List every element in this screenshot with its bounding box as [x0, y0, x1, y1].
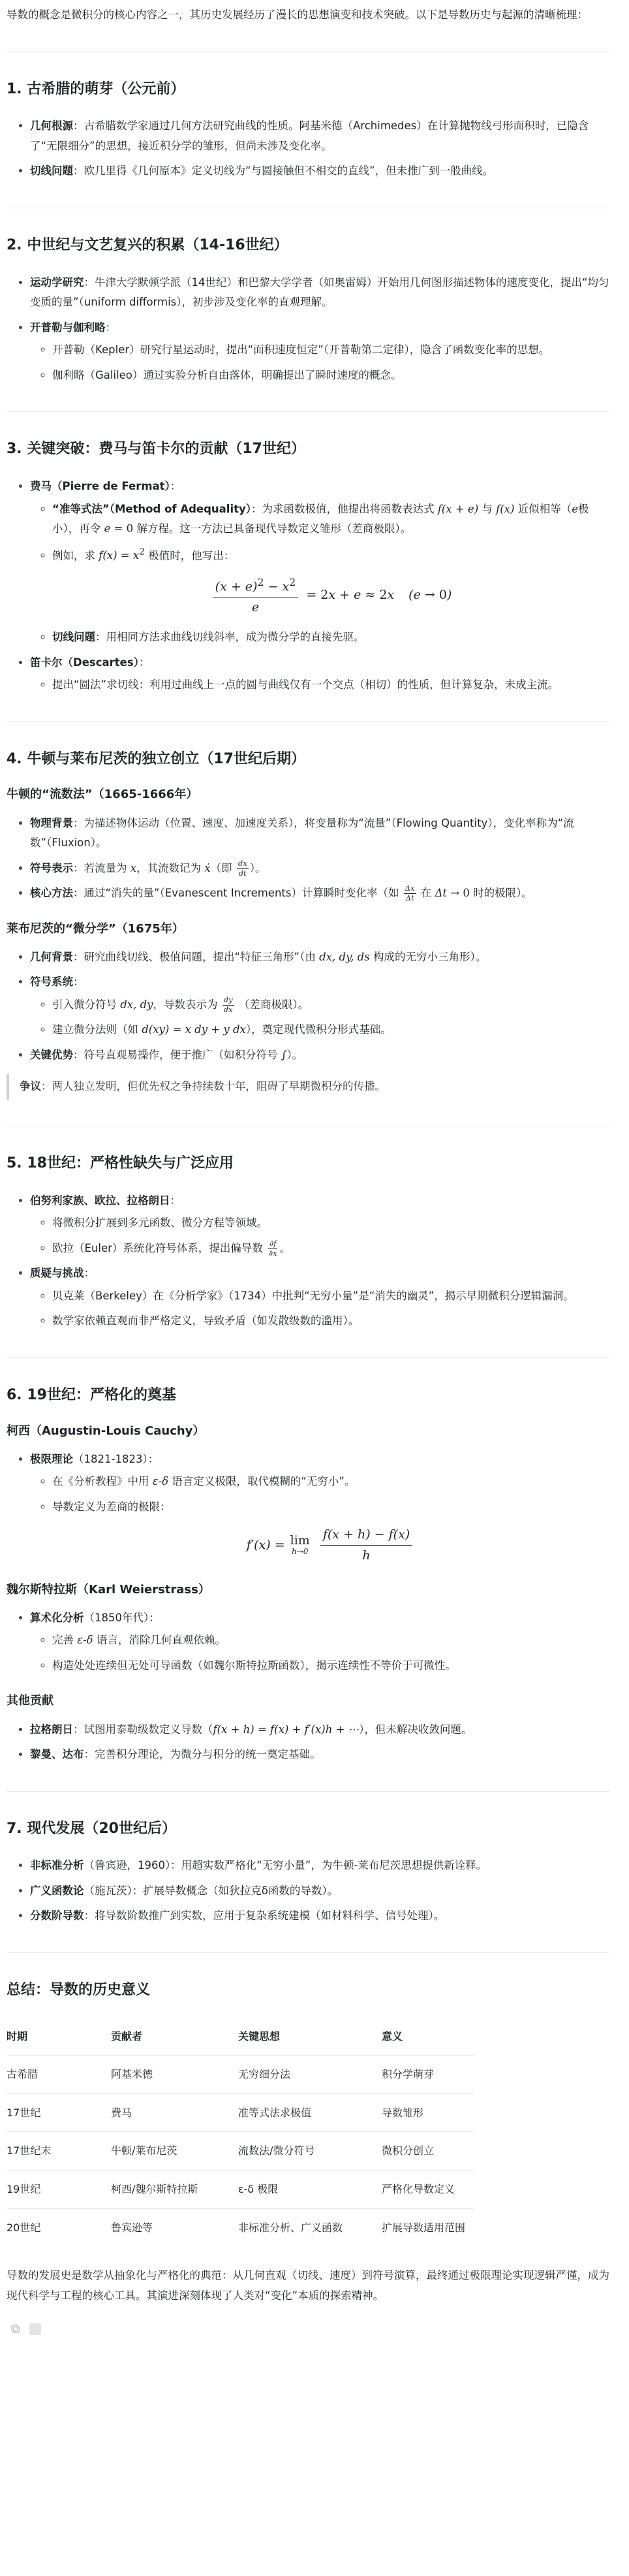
- sub-list-item: ◦ 提出“圆法”求切线：利用过曲线上一点的圆与曲线仅有一个交点（相切）的性质，但计算复杂，未成主流。: [52, 675, 609, 695]
- item-label: 分数阶导数: [30, 1909, 84, 1922]
- table-cell: 古希腊: [7, 2056, 111, 2094]
- summary-title: 总结：导数的历史意义: [7, 1981, 151, 1998]
- divider: [7, 411, 609, 412]
- item-text: ：: [105, 321, 116, 334]
- sub-list-item: ◦ 将微积分扩展到多元函数、微分方程等领域。: [52, 1213, 609, 1233]
- subsection-title-other: 其他贡献: [7, 1694, 54, 1708]
- math-expression: ε-δ: [152, 1475, 169, 1488]
- sub-list-item: ◦ 例如，求 $f(x) = x^2$ 极值时，他写出： $\frac{(x + e)^2 - x^2}{e}$ = 2x + e ≈ 2x (e → 0): [52, 545, 609, 616]
- list-item: [30, 116, 609, 156]
- math-expression: $\frac{\Delta x}{\Delta t}$: [405, 883, 415, 903]
- item-label: 算术化分析: [30, 1611, 84, 1624]
- table-cell: 严格化导数定义: [382, 2171, 474, 2209]
- copy-icon[interactable]: [9, 2323, 22, 2336]
- section-title-7: 7. 现代发展（20世纪后）: [7, 1820, 176, 1837]
- math-expression: $f(x) = x^2$: [99, 547, 145, 562]
- math-expression: ε-δ: [77, 1634, 93, 1647]
- section-2-list: [7, 273, 609, 386]
- newton-list: [7, 814, 609, 904]
- list-item: • 质疑与挑战： ◦ 贝克莱（Berkeley）在《分析学家》（1734）中批判“无穷小量”是“消失的幽灵”，揭示早期微积分逻辑漏洞。 ◦ 数学家依赖直观而非严格定义，导致矛盾（如发散级数的滥用）。: [30, 1264, 609, 1331]
- table-cell: 柯西/魏尔斯特拉斯: [111, 2171, 238, 2209]
- list-item: [30, 318, 609, 386]
- table-header: 贡献者: [111, 2029, 143, 2043]
- section-title-1: 1. 古希腊的萌芽（公元前）: [7, 80, 185, 97]
- item-label: 运动学研究: [30, 276, 84, 289]
- table-cell: 17世纪末: [7, 2132, 111, 2171]
- divider: [7, 1791, 609, 1792]
- math-expression: x: [130, 861, 137, 874]
- table-cell: 扩展导数适用范围: [382, 2208, 474, 2246]
- section-5-list: [7, 1191, 609, 1331]
- list-item: • 符号表示：若流量为 x，其流数记为 ẋ（即 $\frac{dx}{dt}$ ）。: [30, 859, 609, 879]
- table-row: [7, 2208, 474, 2246]
- sub-list-item: ◦ 伽利略（Galileo）通过实验分析自由落体，明确提出了瞬时速度的概念。: [52, 366, 609, 386]
- list-item: • 广义函数论（施瓦茨）：扩展导数概念（如狄拉克δ函数的导数）。: [30, 1881, 609, 1901]
- conclusion-paragraph: 导数的发展史是数学从抽象化与严格化的典范：从几何直观（切线、速度）到符号演算，最终通过极限理论实现逻辑严谨，成为现代科学与工程的核心工具。其演进深刻体现了人类对“变化”本质的探索精神。: [7, 2269, 609, 2302]
- dispute-quote: 争议：两人独立发明，但优先权之争持续数十年，阻碍了早期微积分的传播。: [7, 1074, 609, 1100]
- list-item: • 符号系统： ◦ 引入微分符号 dx, dy，导数表示为 $\frac{dy}{dx}$ （差商极限）。 ◦ 建立微分法则（如 d(xy) = x dy + y dx），奠定现代微积分形式基础。: [30, 972, 609, 1040]
- table-cell: 无穷细分法: [238, 2056, 382, 2094]
- item-label: 非标准分析: [30, 1859, 84, 1872]
- subsection-title-newton: 牛顿的“流数法”（1665-1666年）: [7, 787, 198, 802]
- sub-list-item: ◦ 构造处处连续但无处可导函数（如魏尔斯特拉斯函数），揭示连续性不等价于可微性。: [52, 1656, 609, 1676]
- item-label: 切线问题: [52, 631, 95, 644]
- other-list: [7, 1720, 609, 1765]
- table-cell: 非标准分析、广义函数: [238, 2208, 382, 2246]
- item-label: 广义函数论: [30, 1884, 84, 1897]
- item-text: ：欧几里得《几何原本》定义切线为“与圆接触但不相交的直线”，但未推广到一般曲线。: [73, 165, 494, 178]
- divider: [7, 1952, 609, 1953]
- section-7-list: [7, 1856, 609, 1926]
- section-title-5: 5. 18世纪：严格性缺失与广泛应用: [7, 1154, 234, 1171]
- item-label: 拉格朗日: [30, 1723, 73, 1736]
- table-cell: 微积分创立: [382, 2132, 474, 2171]
- section-3-list: [7, 477, 609, 695]
- table-header: 关键思想: [238, 2029, 281, 2043]
- list-item: • 核心方法：通过“消失的量”（Evanescent Increments）计算瞬时变化率（如 $\frac{\Delta x}{\Delta t}$ 在 Δt → 0 时的极限）。: [30, 883, 609, 904]
- math-expression: dx, dy, ds: [319, 950, 370, 963]
- sub-list-item: ◦ 建立微分法则（如 d(xy) = x dy + y dx），奠定现代微积分形式基础。: [52, 1020, 609, 1040]
- table-header: 时期: [7, 2029, 28, 2043]
- message-action-bar: [7, 2323, 609, 2336]
- item-label: 伯努利家族、欧拉、拉格朗日: [30, 1194, 170, 1207]
- item-label: 笛卡尔（Descartes）: [30, 656, 139, 669]
- weierstrass-list: [7, 1608, 609, 1676]
- item-label: 切线问题: [30, 165, 73, 178]
- section-1-list: [7, 116, 609, 182]
- item-label: 开普勒与伽利略: [30, 321, 106, 334]
- math-expression: e: [572, 502, 578, 515]
- table-cell: 费马: [111, 2093, 238, 2132]
- math-expression: ẋ: [204, 861, 211, 874]
- sub-list-item: ◦ 完善 ε-δ 语言，消除几何直观依赖。: [52, 1630, 609, 1651]
- list-item: • 极限理论（1821-1823）： ◦ 在《分析教程》中用 ε-δ 语言定义极限，取代模糊的“无穷小”。 ◦ 导数定义为差商的极限： f′(x) = lim h→0 $\frac{f(x + h) - f(x)}{h}$: [30, 1450, 609, 1565]
- math-expression: f(x + h) = f(x) + f′(x)h + ⋯: [213, 1723, 360, 1736]
- table-cell: 17世纪: [7, 2093, 111, 2132]
- sub-list-item: ◦ 开普勒（Kepler）研究行星运动时，提出“面积速度恒定”（开普勒第二定律），隐含了函数变化率的思想。: [52, 340, 609, 360]
- table-cell: 20世纪: [7, 2208, 111, 2246]
- table-cell: ε-δ 极限: [238, 2171, 382, 2209]
- math-expression: f(x): [496, 502, 515, 515]
- table-cell: 19世纪: [7, 2171, 111, 2209]
- math-expression: ∫: [281, 1048, 287, 1061]
- sub-list-item: ◦ 贝克莱（Berkeley）在《分析学家》（1734）中批判“无穷小量”是“消失的幽灵”，揭示早期微积分逻辑漏洞。: [52, 1286, 609, 1307]
- list-item: • 拉格朗日：试图用泰勒级数定义导数（f(x + h) = f(x) + f′(x)h + ⋯），但未解决收敛问题。: [30, 1720, 609, 1740]
- sub-list-item: ◦ 导数定义为差商的极限： f′(x) = lim h→0 $\frac{f(x + h) - f(x)}{h}$: [52, 1497, 609, 1565]
- table-row: [7, 2056, 474, 2094]
- table-header-row: [7, 2018, 474, 2056]
- table-row: [7, 2132, 474, 2171]
- sub-list-item: ◦ 在《分析教程》中用 ε-δ 语言定义极限，取代模糊的“无穷小”。: [52, 1472, 609, 1492]
- list-item: • 分数阶导数：将导数阶数推广到实数，应用于复杂系统建模（如材料科学、信号处理）。: [30, 1906, 609, 1926]
- item-label: 关键优势: [30, 1048, 73, 1061]
- table-cell: 积分学萌芽: [382, 2056, 474, 2094]
- math-expression: d(xy) = x dy + y dx: [142, 1023, 246, 1036]
- math-expression: f(x + e): [437, 502, 479, 515]
- math-expression: $\frac{dx}{dt}$: [238, 858, 247, 878]
- item-label: 符号表示: [30, 861, 73, 874]
- display-equation: f′(x) = lim h→0 $\frac{f(x + h) - f(x)}{h}$: [52, 1526, 609, 1564]
- sub-list-item: ◦ 引入微分符号 dx, dy，导数表示为 $\frac{dy}{dx}$ （差商极限）。: [52, 995, 609, 1015]
- list-item: • 物理背景：为描述物体运动（位置、速度、加速度关系），将变量称为“流量”（Flowing Quantity），变化率称为“流数”（Fluxion）。: [30, 814, 609, 853]
- item-label: 质疑与挑战: [30, 1267, 84, 1280]
- item-label: “准等式法”（Method of Adequality）: [52, 502, 252, 515]
- cauchy-list: [7, 1450, 609, 1565]
- table-cell: 准等式法求极值: [238, 2093, 382, 2132]
- section-title-4: 4. 牛顿与莱布尼茨的独立创立（17世纪后期）: [7, 750, 305, 767]
- math-expression: $\frac{dy}{dx}$: [223, 995, 233, 1014]
- item-label: 费马（Pierre de Fermat）: [30, 480, 170, 493]
- sub-list-item: ◦ 数学家依赖直观而非严格定义，导致矛盾（如发散级数的滥用）。: [52, 1311, 609, 1331]
- subsection-title-cauchy: 柯西（Augustin-Louis Cauchy）: [7, 1423, 205, 1438]
- list-item: • 黎曼、达布：完善积分理论，为微分与积分的统一奠定基础。: [30, 1745, 609, 1765]
- sub-list-item: ◦ “准等式法”（Method of Adequality）：为求函数极值，他提出将函数表达式 f(x + e) 与 f(x) 近似相等（e极小），再令 e = 0 解方程。这一方法已具备现代导数定义雏形（差商极限）。: [52, 500, 609, 539]
- item-label: 争议: [20, 1080, 41, 1093]
- math-expression: dx, dy: [120, 998, 153, 1011]
- subsection-title-weierstrass: 魏尔斯特拉斯（Karl Weierstrass）: [7, 1582, 210, 1597]
- display-equation: $\frac{(x + e)^2 - x^2}{e}$ = 2x + e ≈ 2x (e → 0): [52, 575, 609, 616]
- section-title-2: 2. 中世纪与文艺复兴的积累（14-16世纪）: [7, 236, 288, 253]
- list-item: [30, 273, 609, 313]
- list-item: • 笛卡尔（Descartes）： ◦ 提出“圆法”求切线：利用过曲线上一点的圆与曲线仅有一个交点（相切）的性质，但计算复杂，未成主流。: [30, 653, 609, 695]
- item-label: 核心方法: [30, 887, 73, 900]
- section-title-3: 3. 关键突破：费马与笛卡尔的贡献（17世纪）: [7, 441, 305, 458]
- item-label: 黎曼、达布: [30, 1748, 84, 1761]
- table-cell: 阿基米德: [111, 2056, 238, 2094]
- table-header: 意义: [382, 2029, 403, 2043]
- table-cell: 牛顿/莱布尼茨: [111, 2132, 238, 2171]
- item-label: 极限理论: [30, 1452, 73, 1465]
- table-row: [7, 2093, 474, 2132]
- list-item: • 非标准分析（鲁宾逊，1960）：用超实数严格化“无穷小量”，为牛顿-莱布尼茨思想提供新诠释。: [30, 1856, 609, 1876]
- sub-list-item: ◦ 切线问题：用相同方法求曲线切线斜率，成为微分学的直接先驱。: [52, 628, 609, 648]
- item-label: 符号系统: [30, 976, 73, 989]
- item-label: 几何根源: [30, 119, 73, 133]
- regenerate-icon[interactable]: [29, 2323, 42, 2336]
- summary-table: [7, 2018, 474, 2247]
- list-item: • 伯努利家族、欧拉、拉格朗日： ◦ 将微积分扩展到多元函数、微分方程等领域。 ◦ 欧拉（Euler）系统化符号体系，提出偏导数 $\frac{\partial f}{\partial x}$ 。: [30, 1191, 609, 1259]
- math-expression: e = 0: [104, 522, 134, 535]
- math-expression: $\frac{\partial f}{\partial x}$: [269, 1239, 277, 1258]
- list-item: • 费马（Pierre de Fermat）： ◦ “准等式法”（Method of Adequality）：为求函数极值，他提出将函数表达式 f(x + e) 与 f(x) 近似相等（e极小），再令 e = 0 解方程。这一方法已具备现代导数定义雏形（差商极限）。 ◦ 例如，求 $f(x) = x^2$ 极值时，他写出： $\frac{(x + e)^2 - x^2}{e}$ = 2x + e ≈ 2x (e → 0) ◦ 切线问题：用相同方法求曲线切线斜率，成为微分学的直接先驱。: [30, 477, 609, 648]
- leibniz-list: [7, 947, 609, 1066]
- subsection-title-leibniz: 莱布尼茨的“微分学”（1675年）: [7, 921, 184, 936]
- section-title-6: 6. 19世纪：严格化的奠基: [7, 1386, 176, 1403]
- item-text: ：古希腊数学家通过几何方法研究曲线的性质。阿基米德（Archimedes）在计算抛物线弓形面积时，已隐含了“无限细分”的思想，接近积分学的雏形，但尚未涉及变化率。: [30, 119, 589, 152]
- list-item: • 算术化分析（1850年代）： ◦ 完善 ε-δ 语言，消除几何直观依赖。 ◦ 构造处处连续但无处可导函数（如魏尔斯特拉斯函数），揭示连续性不等价于可微性。: [30, 1608, 609, 1676]
- table-cell: 流数法/微分符号: [238, 2132, 382, 2171]
- table-row: [7, 2171, 474, 2209]
- item-label: 物理背景: [30, 816, 73, 829]
- list-item: [30, 161, 609, 182]
- table-cell: 导数雏形: [382, 2093, 474, 2132]
- item-text: ：牛津大学默顿学派（14世纪）和巴黎大学学者（如奥雷姆）开始用几何图形描述物体的速度变化，提出“均匀变质的量”（uniform difformis），初步涉及变化率的直观理解。: [30, 276, 609, 309]
- list-item: • 几何背景：研究曲线切线、极值问题，提出“特征三角形”（由 dx, dy, ds 构成的无穷小三角形）。: [30, 947, 609, 968]
- item-label: 几何背景: [30, 950, 73, 963]
- table-cell: 鲁宾逊等: [111, 2208, 238, 2246]
- list-item: • 关键优势：符号直观易操作，便于推广（如积分符号 ∫）。: [30, 1045, 609, 1066]
- sub-list-item: ◦ 欧拉（Euler）系统化符号体系，提出偏导数 $\frac{\partial f}{\partial x}$ 。: [52, 1239, 609, 1259]
- math-expression: Δt → 0: [435, 887, 470, 900]
- intro-paragraph: 导数的概念是微积分的核心内容之一，其历史发展经历了漫长的思想演变和技术突破。以下是导数历史与起源的清晰梳理：: [7, 8, 588, 21]
